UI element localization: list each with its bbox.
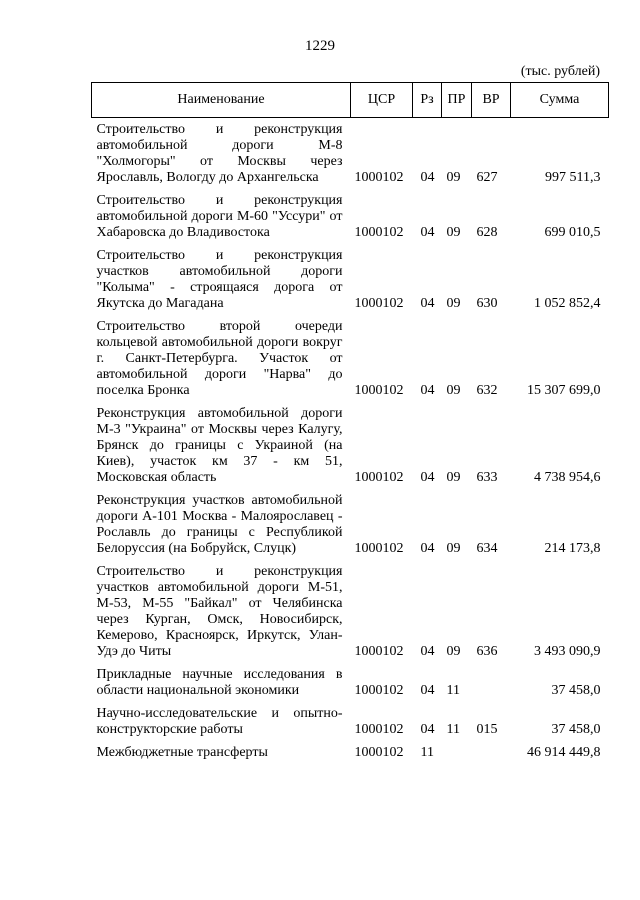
row-name: Научно-исследовательские и опытно-конструкторские работы: [96, 706, 343, 737]
row-name: Строительство и реконструкция автомобильной дороги М-8 "Холмогоры" от Москвы через Ярославль, Вологду до Архангельска: [96, 122, 343, 185]
row-sum: 37 458,0: [551, 722, 601, 737]
table-row: [92, 489, 609, 560]
row-pr: 09: [446, 644, 461, 659]
row-rz: 04: [420, 170, 435, 185]
row-rz: 04: [420, 225, 435, 240]
row-sum: 214 173,8: [544, 541, 601, 556]
row-name: Реконструкция участков автомобильной дороги А-101 Москва - Малоярославец - Рославль до границы с Республикой Белоруссия (на Бобруйск, Слуцк): [96, 493, 343, 556]
page-number: 1229: [305, 38, 335, 54]
row-vr: 015: [476, 722, 498, 737]
row-csr: 1000102: [354, 683, 404, 698]
row-pr: 09: [446, 470, 461, 485]
row-rz: 04: [420, 296, 435, 311]
row-csr: 1000102: [354, 383, 404, 398]
row-csr: 1000102: [354, 745, 404, 760]
row-pr: 11: [446, 683, 460, 698]
row-rz: 04: [420, 683, 435, 698]
row-vr: 628: [476, 225, 498, 240]
row-pr: 11: [446, 722, 460, 737]
row-csr: 1000102: [354, 170, 404, 185]
row-pr: 09: [446, 541, 461, 556]
row-pr: 09: [446, 383, 461, 398]
row-rz: 04: [420, 541, 435, 556]
table-row: [92, 663, 609, 702]
budget-table: [91, 82, 609, 764]
row-vr: 634: [476, 541, 498, 556]
row-vr: 633: [476, 470, 498, 485]
row-vr: 636: [476, 644, 498, 659]
row-name: Строительство и реконструкция участков автомобильной дороги М-51, М-53, М-55 "Байкал" от Челябинска через Курган, Омск, Новосибирск, Кемерово, Красноярск, Иркутск, Улан-Удэ до Читы: [96, 564, 343, 659]
row-sum: 1 052 852,4: [534, 296, 601, 311]
header-pr: ПР: [442, 83, 472, 118]
row-csr: 1000102: [354, 470, 404, 485]
table-row: [92, 702, 609, 741]
header-csr: ЦСР: [351, 83, 413, 118]
row-sum: 46 914 449,8: [527, 745, 601, 760]
row-name: Реконструкция автомобильной дороги М-3 "Украина" от Москвы через Калугу, Брянск до границы с Украиной (на Киев), участок км 37 - км 51, Московская область: [96, 406, 343, 485]
row-csr: 1000102: [354, 225, 404, 240]
row-vr: 632: [476, 383, 498, 398]
units-label: (тыс. рублей): [520, 64, 600, 79]
row-vr: 630: [476, 296, 498, 311]
row-rz: 11: [420, 745, 434, 760]
table-header-row: [92, 83, 609, 118]
row-rz: 04: [420, 470, 435, 485]
row-sum: 3 493 090,9: [534, 644, 601, 659]
header-name: Наименование: [92, 83, 351, 118]
row-rz: 04: [420, 383, 435, 398]
row-name: Межбюджетные трансферты: [96, 745, 268, 760]
table-row: [92, 402, 609, 489]
header-rz: Рз: [413, 83, 442, 118]
table-row: [92, 315, 609, 402]
row-name: Строительство и реконструкция автомобильной дороги М-60 "Уссури" от Хабаровска до Владивостока: [96, 193, 343, 240]
header-sum: Сумма: [511, 83, 609, 118]
table-row: [92, 189, 609, 244]
row-csr: 1000102: [354, 722, 404, 737]
row-csr: 1000102: [354, 541, 404, 556]
row-name: Прикладные научные исследования в области национальной экономики: [96, 667, 343, 698]
row-sum: 997 511,3: [545, 170, 601, 185]
row-rz: 04: [420, 722, 435, 737]
row-sum: 699 010,5: [544, 225, 601, 240]
row-name: Строительство и реконструкция участков автомобильной дороги "Колыма" - строящаяся дорога от Якутска до Магадана: [96, 248, 343, 311]
header-vr: ВР: [472, 83, 511, 118]
row-csr: 1000102: [354, 296, 404, 311]
row-pr: [442, 741, 472, 764]
table-row: [92, 244, 609, 315]
row-vr: 627: [476, 170, 498, 185]
row-pr: 09: [446, 296, 461, 311]
row-name: Строительство второй очереди кольцевой автомобильной дороги вокруг г. Санкт-Петербурга. Участок от автомобильной дороги "Нарва" до поселка Бронка: [96, 319, 343, 398]
row-rz: 04: [420, 644, 435, 659]
table-row: [92, 741, 609, 764]
row-sum: 15 307 699,0: [527, 383, 601, 398]
row-csr: 1000102: [354, 644, 404, 659]
row-pr: 09: [446, 170, 461, 185]
table-row: [92, 118, 609, 190]
row-vr: [472, 663, 511, 702]
row-sum: 37 458,0: [551, 683, 601, 698]
row-sum: 4 738 954,6: [534, 470, 601, 485]
table-body: [92, 118, 609, 765]
table-row: [92, 560, 609, 663]
row-vr: [472, 741, 511, 764]
row-pr: 09: [446, 225, 461, 240]
